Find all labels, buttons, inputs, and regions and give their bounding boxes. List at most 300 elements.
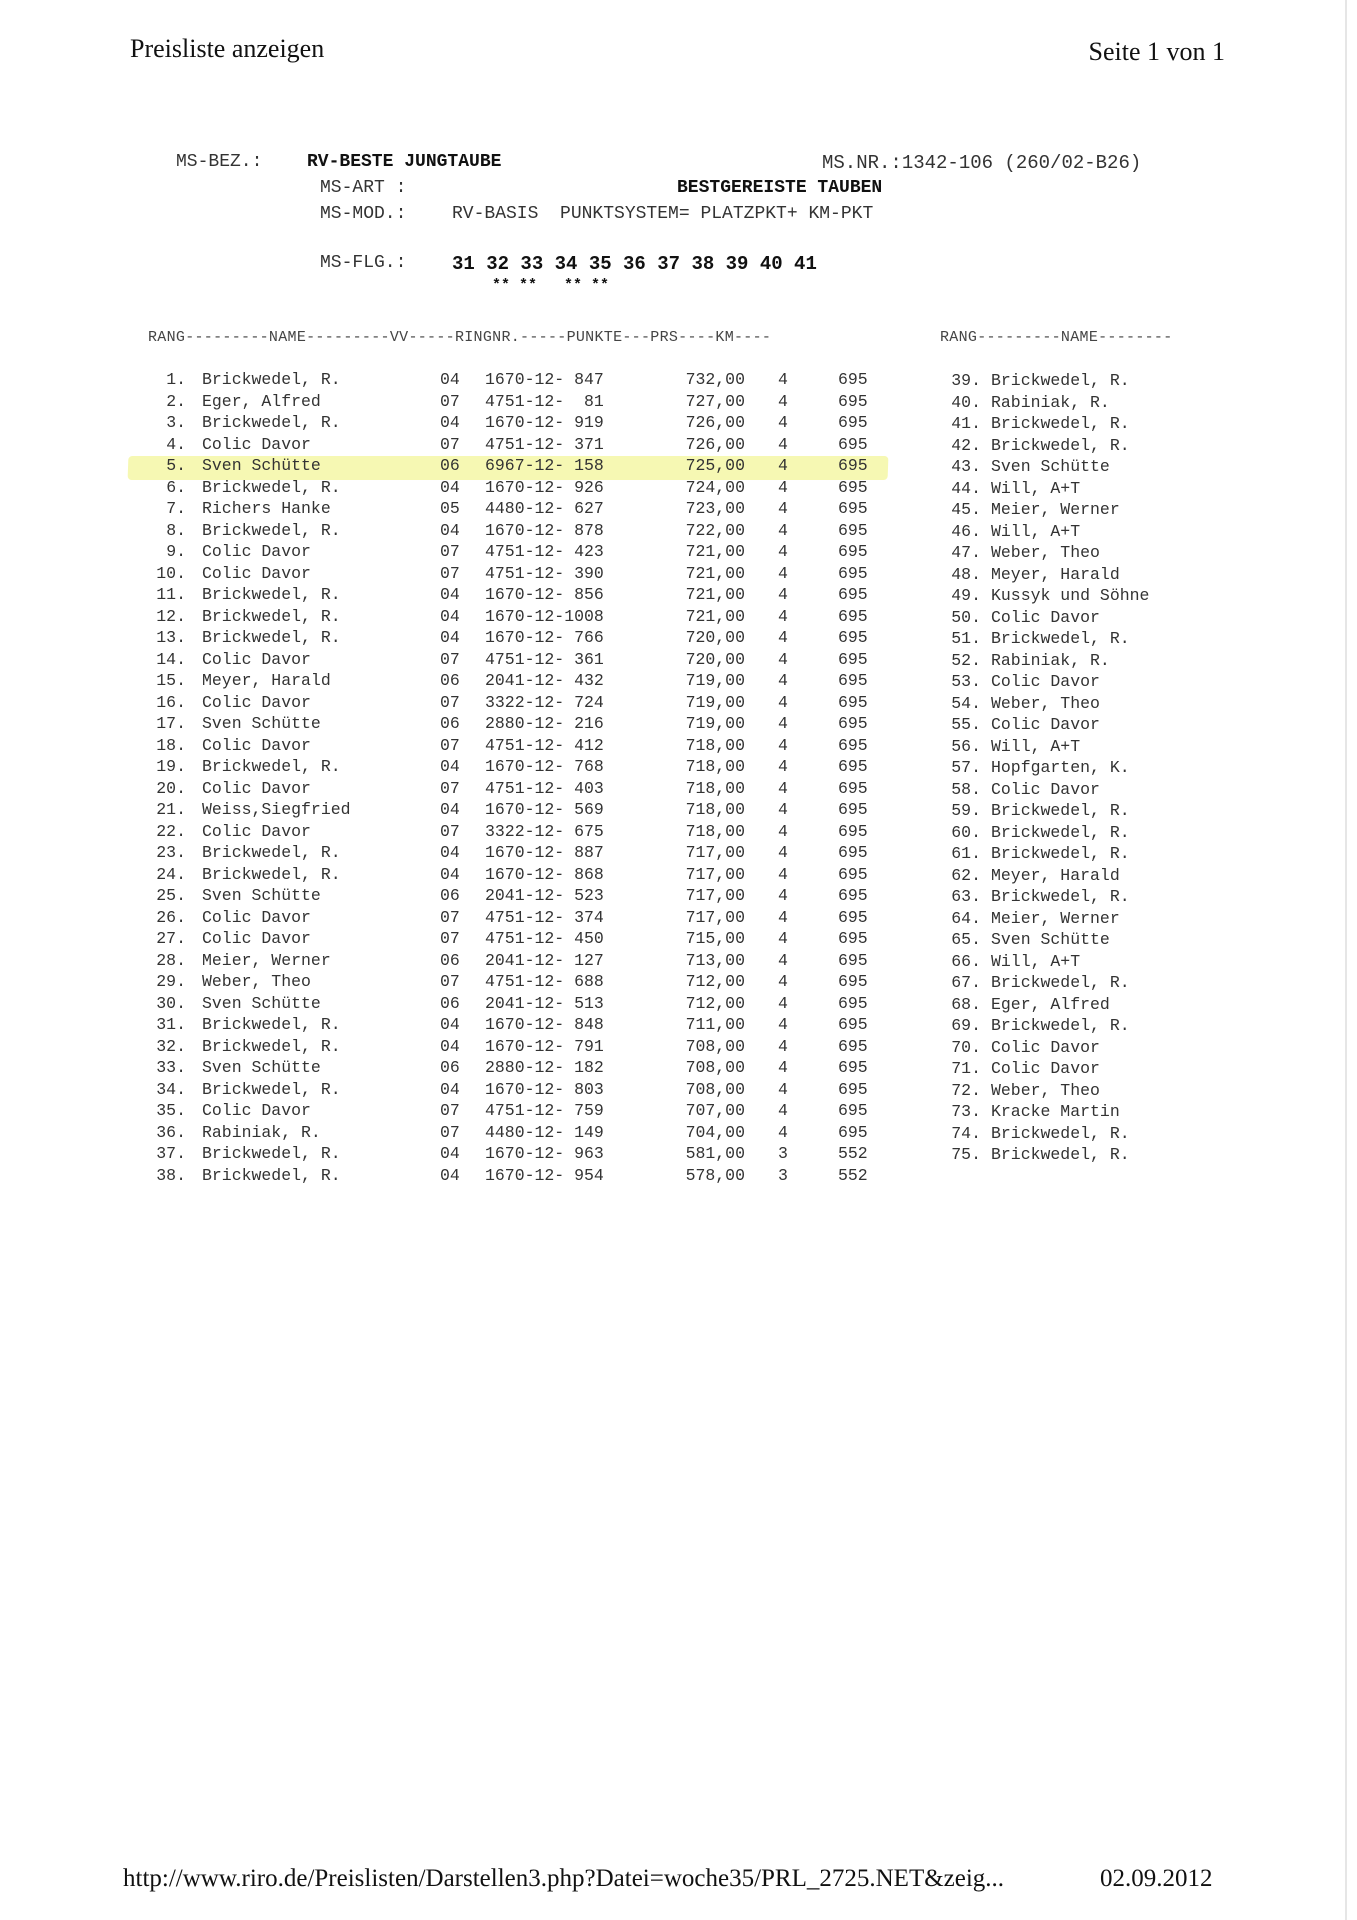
ms-flg-stars: ** ** ** **	[492, 277, 610, 294]
prs-cell: 4	[778, 800, 788, 819]
vv-cell: 06	[440, 993, 460, 1013]
name-cell: Will, A+T	[991, 736, 1081, 756]
km-cell: 695	[838, 649, 868, 669]
ringnr-cell: 4751-12- 412	[485, 735, 604, 755]
rank-cell: 13.	[156, 628, 186, 647]
km-cell: 695	[838, 993, 868, 1013]
punkte-cell: 718,00	[685, 757, 745, 776]
name-cell: Colic Davor	[991, 1059, 1100, 1078]
punkte-cell: 717,00	[685, 843, 745, 862]
name-cell: Colic Davor	[202, 929, 311, 948]
table-row	[945, 887, 1275, 909]
name-cell: Sven Schütte	[202, 714, 321, 733]
name-cell: Brickwedel, R.	[991, 1016, 1130, 1035]
ringnr-cell: 1670-12- 926	[485, 477, 604, 497]
km-cell: 695	[838, 628, 868, 647]
rank-cell: 64.	[951, 908, 981, 928]
rank-cell: 66.	[951, 951, 981, 971]
km-cell: 695	[838, 864, 868, 884]
name-cell: Rabiniak, R.	[202, 1122, 321, 1142]
table-row	[150, 736, 890, 758]
table-row	[150, 929, 890, 951]
ringnr-cell: 1670-12- 878	[485, 520, 604, 540]
punkte-cell: 708,00	[685, 1058, 745, 1077]
table-row	[945, 715, 1275, 737]
punkte-cell: 715,00	[685, 929, 745, 948]
table-row	[945, 694, 1275, 716]
page-edge	[1345, 0, 1347, 1920]
table-row	[945, 393, 1275, 415]
vv-cell: 06	[440, 456, 460, 475]
name-cell: Brickwedel, R.	[202, 1165, 341, 1185]
name-cell: Colic Davor	[202, 542, 311, 561]
vv-cell: 06	[440, 886, 460, 905]
rank-cell: 16.	[156, 692, 186, 712]
ringnr-cell: 1670-12- 887	[485, 843, 604, 862]
prs-cell: 4	[778, 1058, 788, 1077]
rank-cell: 50.	[951, 607, 981, 627]
table-row	[945, 823, 1275, 845]
name-cell: Colic Davor	[202, 735, 311, 755]
rank-cell: 48.	[951, 564, 981, 584]
name-cell: Sven Schütte	[202, 1058, 321, 1077]
ringnr-cell: 1670-12- 803	[485, 1079, 604, 1099]
name-cell: Colic Davor	[991, 779, 1100, 799]
punkte-cell: 720,00	[685, 628, 745, 647]
km-cell: 695	[838, 1015, 868, 1034]
vv-cell: 07	[440, 929, 460, 948]
table-row	[945, 371, 1275, 393]
punkte-cell: 707,00	[685, 1101, 745, 1120]
km-cell: 695	[838, 950, 868, 970]
rank-cell: 3.	[166, 413, 186, 432]
rank-cell: 20.	[156, 778, 186, 798]
prs-cell: 4	[778, 778, 788, 798]
table-row	[150, 1101, 890, 1123]
footer-date: 02.09.2012	[1100, 1865, 1213, 1892]
km-cell: 695	[838, 1058, 868, 1077]
ms-bez-label: MS-BEZ.:	[176, 152, 263, 172]
name-cell: Brickwedel, R.	[991, 414, 1130, 433]
vv-cell: 04	[440, 1015, 460, 1034]
ringnr-cell: 1670-12- 768	[485, 757, 604, 776]
ringnr-cell: 1670-12- 954	[485, 1165, 604, 1185]
table-row	[945, 414, 1275, 436]
vv-cell: 04	[440, 843, 460, 862]
vv-cell: 04	[440, 477, 460, 497]
rank-cell: 65.	[951, 930, 981, 949]
name-cell: Meier, Werner	[202, 950, 331, 970]
km-cell: 695	[838, 520, 868, 540]
name-cell: Brickwedel, R.	[202, 413, 341, 432]
vv-cell: 07	[440, 1101, 460, 1120]
km-cell: 695	[838, 499, 868, 518]
table-row	[945, 909, 1275, 931]
name-cell: Brickwedel, R.	[991, 435, 1130, 455]
ringnr-cell: 4751-12- 688	[485, 972, 604, 991]
rank-cell: 62.	[951, 865, 981, 885]
results-table-right	[945, 371, 1275, 1167]
punkte-cell: 723,00	[685, 499, 745, 518]
table-row	[150, 564, 890, 586]
table-row	[945, 866, 1275, 888]
punkte-cell: 726,00	[685, 413, 745, 432]
name-cell: Brickwedel, R.	[991, 1123, 1130, 1143]
ringnr-cell: 1670-12-1008	[485, 606, 604, 626]
table-row	[150, 650, 890, 672]
table-row	[945, 780, 1275, 802]
rank-cell: 61.	[951, 844, 981, 863]
rank-cell: 12.	[156, 606, 186, 626]
ringnr-cell: 2880-12- 216	[485, 714, 604, 733]
table-row	[945, 500, 1275, 522]
vv-cell: 07	[440, 391, 460, 411]
ringnr-cell: 2041-12- 513	[485, 993, 604, 1013]
ms-flg-value: 31 32 33 34 35 36 37 38 39 40 41	[452, 253, 817, 275]
table-row	[945, 952, 1275, 974]
km-cell: 695	[838, 413, 868, 432]
table-row	[945, 586, 1275, 608]
rank-cell: 7.	[166, 499, 186, 518]
rank-cell: 57.	[951, 758, 981, 777]
ringnr-cell: 1670-12- 868	[485, 864, 604, 884]
rank-cell: 42.	[951, 435, 981, 455]
table-row	[945, 436, 1275, 458]
ringnr-cell: 4751-12- 81	[485, 391, 604, 411]
prs-cell: 4	[778, 585, 788, 604]
km-cell: 695	[838, 563, 868, 583]
name-cell: Colic Davor	[202, 692, 311, 712]
vv-cell: 04	[440, 800, 460, 819]
prs-cell: 4	[778, 1122, 788, 1142]
table-row	[945, 995, 1275, 1017]
prs-cell: 4	[778, 413, 788, 432]
vv-cell: 07	[440, 542, 460, 561]
ringnr-cell: 1670-12- 919	[485, 413, 604, 432]
km-cell: 695	[838, 477, 868, 497]
rank-cell: 17.	[156, 714, 186, 733]
rank-cell: 32.	[156, 1036, 186, 1056]
km-cell: 695	[838, 929, 868, 948]
name-cell: Weber, Theo	[991, 693, 1100, 713]
table-row	[150, 1166, 890, 1188]
km-cell: 695	[838, 843, 868, 862]
rank-cell: 59.	[951, 801, 981, 820]
rank-cell: 9.	[166, 542, 186, 561]
name-cell: Colic Davor	[991, 672, 1100, 691]
prs-cell: 4	[778, 606, 788, 626]
ringnr-cell: 1670-12- 847	[485, 370, 604, 389]
table-row	[150, 908, 890, 930]
prs-cell: 4	[778, 649, 788, 669]
name-cell: Brickwedel, R.	[202, 1144, 341, 1163]
rank-cell: 8.	[166, 520, 186, 540]
results-table-left	[150, 370, 890, 1187]
vv-cell: 04	[440, 413, 460, 432]
ringnr-cell: 4751-12- 403	[485, 778, 604, 798]
table-row	[150, 972, 890, 994]
table-row	[150, 800, 890, 822]
punkte-cell: 721,00	[685, 542, 745, 561]
prs-cell: 4	[778, 757, 788, 776]
prs-cell: 4	[778, 950, 788, 970]
rank-cell: 40.	[951, 392, 981, 412]
rank-cell: 2.	[166, 391, 186, 411]
punkte-cell: 722,00	[685, 520, 745, 540]
rank-cell: 1.	[166, 370, 186, 389]
punkte-cell: 718,00	[685, 821, 745, 841]
name-cell: Brickwedel, R.	[202, 606, 341, 626]
rank-cell: 51.	[951, 629, 981, 648]
table-row	[945, 1124, 1275, 1146]
vv-cell: 07	[440, 821, 460, 841]
vv-cell: 07	[440, 972, 460, 991]
table-row	[945, 651, 1275, 673]
km-cell: 695	[838, 714, 868, 733]
name-cell: Meyer, Harald	[991, 564, 1120, 584]
ringnr-cell: 4751-12- 423	[485, 542, 604, 561]
prs-cell: 4	[778, 456, 788, 475]
table-row	[945, 1059, 1275, 1081]
vv-cell: 04	[440, 520, 460, 540]
name-cell: Eger, Alfred	[202, 391, 321, 411]
prs-cell: 4	[778, 864, 788, 884]
ringnr-cell: 4751-12- 374	[485, 907, 604, 927]
rank-cell: 11.	[156, 585, 186, 604]
table-row	[945, 479, 1275, 501]
rank-cell: 31.	[156, 1015, 186, 1034]
ms-mod-label: MS-MOD.:	[320, 204, 407, 224]
km-cell: 695	[838, 542, 868, 561]
name-cell: Will, A+T	[991, 478, 1081, 498]
page-title: Preisliste anzeigen	[130, 34, 325, 63]
prs-cell: 4	[778, 542, 788, 561]
table-row	[945, 522, 1275, 544]
table-row	[150, 886, 890, 908]
rank-cell: 18.	[156, 735, 186, 755]
vv-cell: 07	[440, 434, 460, 454]
km-cell: 695	[838, 800, 868, 819]
rank-cell: 33.	[156, 1058, 186, 1077]
name-cell: Brickwedel, R.	[202, 864, 341, 884]
name-cell: Colic Davor	[991, 715, 1100, 734]
rank-cell: 5.	[166, 456, 186, 475]
ms-mod-value: RV-BASIS PUNKTSYSTEM= PLATZPKT+ KM-PKT	[452, 204, 874, 224]
punkte-cell: 717,00	[685, 864, 745, 884]
table-row	[150, 478, 890, 500]
table-row	[150, 1144, 890, 1166]
km-cell: 695	[838, 391, 868, 411]
name-cell: Colic Davor	[202, 907, 311, 927]
km-cell: 695	[838, 692, 868, 712]
prs-cell: 4	[778, 1036, 788, 1056]
prs-cell: 4	[778, 714, 788, 733]
punkte-cell: 581,00	[685, 1144, 745, 1163]
vv-cell: 04	[440, 585, 460, 604]
rank-cell: 54.	[951, 693, 981, 713]
prs-cell: 3	[778, 1165, 788, 1185]
vv-cell: 07	[440, 907, 460, 927]
ringnr-cell: 2041-12- 432	[485, 671, 604, 690]
name-cell: Brickwedel, R.	[991, 844, 1130, 863]
km-cell: 695	[838, 1036, 868, 1056]
rank-cell: 69.	[951, 1016, 981, 1035]
name-cell: Brickwedel, R.	[202, 628, 341, 647]
name-cell: Sven Schütte	[202, 993, 321, 1013]
km-cell: 695	[838, 1079, 868, 1099]
punkte-cell: 578,00	[685, 1165, 745, 1185]
prs-cell: 4	[778, 886, 788, 905]
rank-cell: 27.	[156, 929, 186, 948]
vv-cell: 07	[440, 735, 460, 755]
name-cell: Will, A+T	[991, 521, 1081, 541]
prs-cell: 4	[778, 434, 788, 454]
prs-cell: 4	[778, 370, 788, 389]
name-cell: Weber, Theo	[202, 972, 311, 991]
prs-cell: 4	[778, 391, 788, 411]
rank-cell: 70.	[951, 1037, 981, 1057]
rank-cell: 41.	[951, 414, 981, 433]
name-cell: Colic Davor	[202, 821, 311, 841]
ringnr-cell: 1670-12- 856	[485, 585, 604, 604]
name-cell: Richers Hanke	[202, 499, 331, 518]
vv-cell: 04	[440, 606, 460, 626]
prs-cell: 4	[778, 929, 788, 948]
rank-cell: 53.	[951, 672, 981, 691]
page-number: Seite 1 von 1	[1088, 37, 1225, 66]
punkte-cell: 718,00	[685, 735, 745, 755]
table-row	[945, 1102, 1275, 1124]
name-cell: Brickwedel, R.	[202, 843, 341, 862]
name-cell: Brickwedel, R.	[991, 973, 1130, 992]
name-cell: Will, A+T	[991, 951, 1081, 971]
prs-cell: 4	[778, 692, 788, 712]
rank-cell: 60.	[951, 822, 981, 842]
punkte-cell: 708,00	[685, 1036, 745, 1056]
name-cell: Brickwedel, R.	[991, 887, 1130, 906]
name-cell: Brickwedel, R.	[202, 1036, 341, 1056]
punkte-cell: 711,00	[685, 1015, 745, 1034]
table-row	[150, 1037, 890, 1059]
punkte-cell: 713,00	[685, 950, 745, 970]
km-cell: 695	[838, 671, 868, 690]
name-cell: Eger, Alfred	[991, 994, 1110, 1014]
vv-cell: 07	[440, 778, 460, 798]
punkte-cell: 719,00	[685, 714, 745, 733]
prs-cell: 3	[778, 1144, 788, 1163]
name-cell: Brickwedel, R.	[202, 370, 341, 389]
vv-cell: 04	[440, 370, 460, 389]
punkte-cell: 717,00	[685, 907, 745, 927]
prs-cell: 4	[778, 563, 788, 583]
table-row	[150, 370, 890, 392]
name-cell: Colic Davor	[991, 607, 1100, 627]
table-row	[150, 456, 890, 478]
rank-cell: 15.	[156, 671, 186, 690]
table-row	[150, 499, 890, 521]
prs-cell: 4	[778, 628, 788, 647]
table-row	[945, 543, 1275, 565]
table-row	[945, 844, 1275, 866]
column-header-left: RANG---------NAME---------VV-----RINGNR.-----PUNKTE---PRS----KM----	[148, 329, 772, 346]
ringnr-cell: 4751-12- 759	[485, 1101, 604, 1120]
rank-cell: 14.	[156, 649, 186, 669]
km-cell: 695	[838, 972, 868, 991]
ringnr-cell: 2041-12- 523	[485, 886, 604, 905]
prs-cell: 4	[778, 671, 788, 690]
punkte-cell: 712,00	[685, 972, 745, 991]
table-row	[150, 607, 890, 629]
punkte-cell: 727,00	[685, 391, 745, 411]
ms-nr: MS.NR.:1342-106 (260/02-B26)	[822, 152, 1142, 174]
vv-cell: 04	[440, 1165, 460, 1185]
table-row	[150, 843, 890, 865]
km-cell: 695	[838, 735, 868, 755]
ringnr-cell: 4480-12- 627	[485, 499, 604, 518]
table-row	[150, 693, 890, 715]
rank-cell: 26.	[156, 907, 186, 927]
rank-cell: 4.	[166, 434, 186, 454]
name-cell: Sven Schütte	[991, 930, 1110, 949]
rank-cell: 29.	[156, 972, 186, 991]
table-row	[945, 672, 1275, 694]
name-cell: Weber, Theo	[991, 1080, 1100, 1100]
prs-cell: 4	[778, 735, 788, 755]
vv-cell: 06	[440, 714, 460, 733]
table-row	[945, 457, 1275, 479]
rank-cell: 37.	[156, 1144, 186, 1163]
name-cell: Hopfgarten, K.	[991, 758, 1130, 777]
ms-bez-value: RV-BESTE JUNGTAUBE	[307, 152, 502, 172]
prs-cell: 4	[778, 520, 788, 540]
punkte-cell: 721,00	[685, 606, 745, 626]
km-cell: 695	[838, 456, 868, 475]
name-cell: Brickwedel, R.	[202, 585, 341, 604]
name-cell: Brickwedel, R.	[991, 801, 1130, 820]
table-row	[945, 565, 1275, 587]
table-row	[150, 822, 890, 844]
table-row	[150, 994, 890, 1016]
punkte-cell: 724,00	[685, 477, 745, 497]
table-row	[150, 714, 890, 736]
name-cell: Colic Davor	[202, 1101, 311, 1120]
rank-cell: 63.	[951, 887, 981, 906]
ringnr-cell: 1670-12- 963	[485, 1144, 604, 1163]
rank-cell: 73.	[951, 1102, 981, 1121]
name-cell: Brickwedel, R.	[202, 1015, 341, 1034]
rank-cell: 74.	[951, 1123, 981, 1143]
rank-cell: 23.	[156, 843, 186, 862]
name-cell: Rabiniak, R.	[991, 650, 1110, 670]
vv-cell: 06	[440, 671, 460, 690]
table-row	[945, 758, 1275, 780]
ms-flg-label: MS-FLG.:	[320, 253, 407, 273]
rank-cell: 56.	[951, 736, 981, 756]
prs-cell: 4	[778, 821, 788, 841]
prs-cell: 4	[778, 907, 788, 927]
rank-cell: 52.	[951, 650, 981, 670]
vv-cell: 07	[440, 692, 460, 712]
prs-cell: 4	[778, 972, 788, 991]
table-row	[945, 1145, 1275, 1167]
km-cell: 695	[838, 434, 868, 454]
rank-cell: 49.	[951, 586, 981, 605]
ms-art-label: MS-ART :	[320, 178, 407, 198]
rank-cell: 24.	[156, 864, 186, 884]
ringnr-cell: 1670-12- 569	[485, 800, 604, 819]
rank-cell: 45.	[951, 500, 981, 519]
vv-cell: 07	[440, 1122, 460, 1142]
